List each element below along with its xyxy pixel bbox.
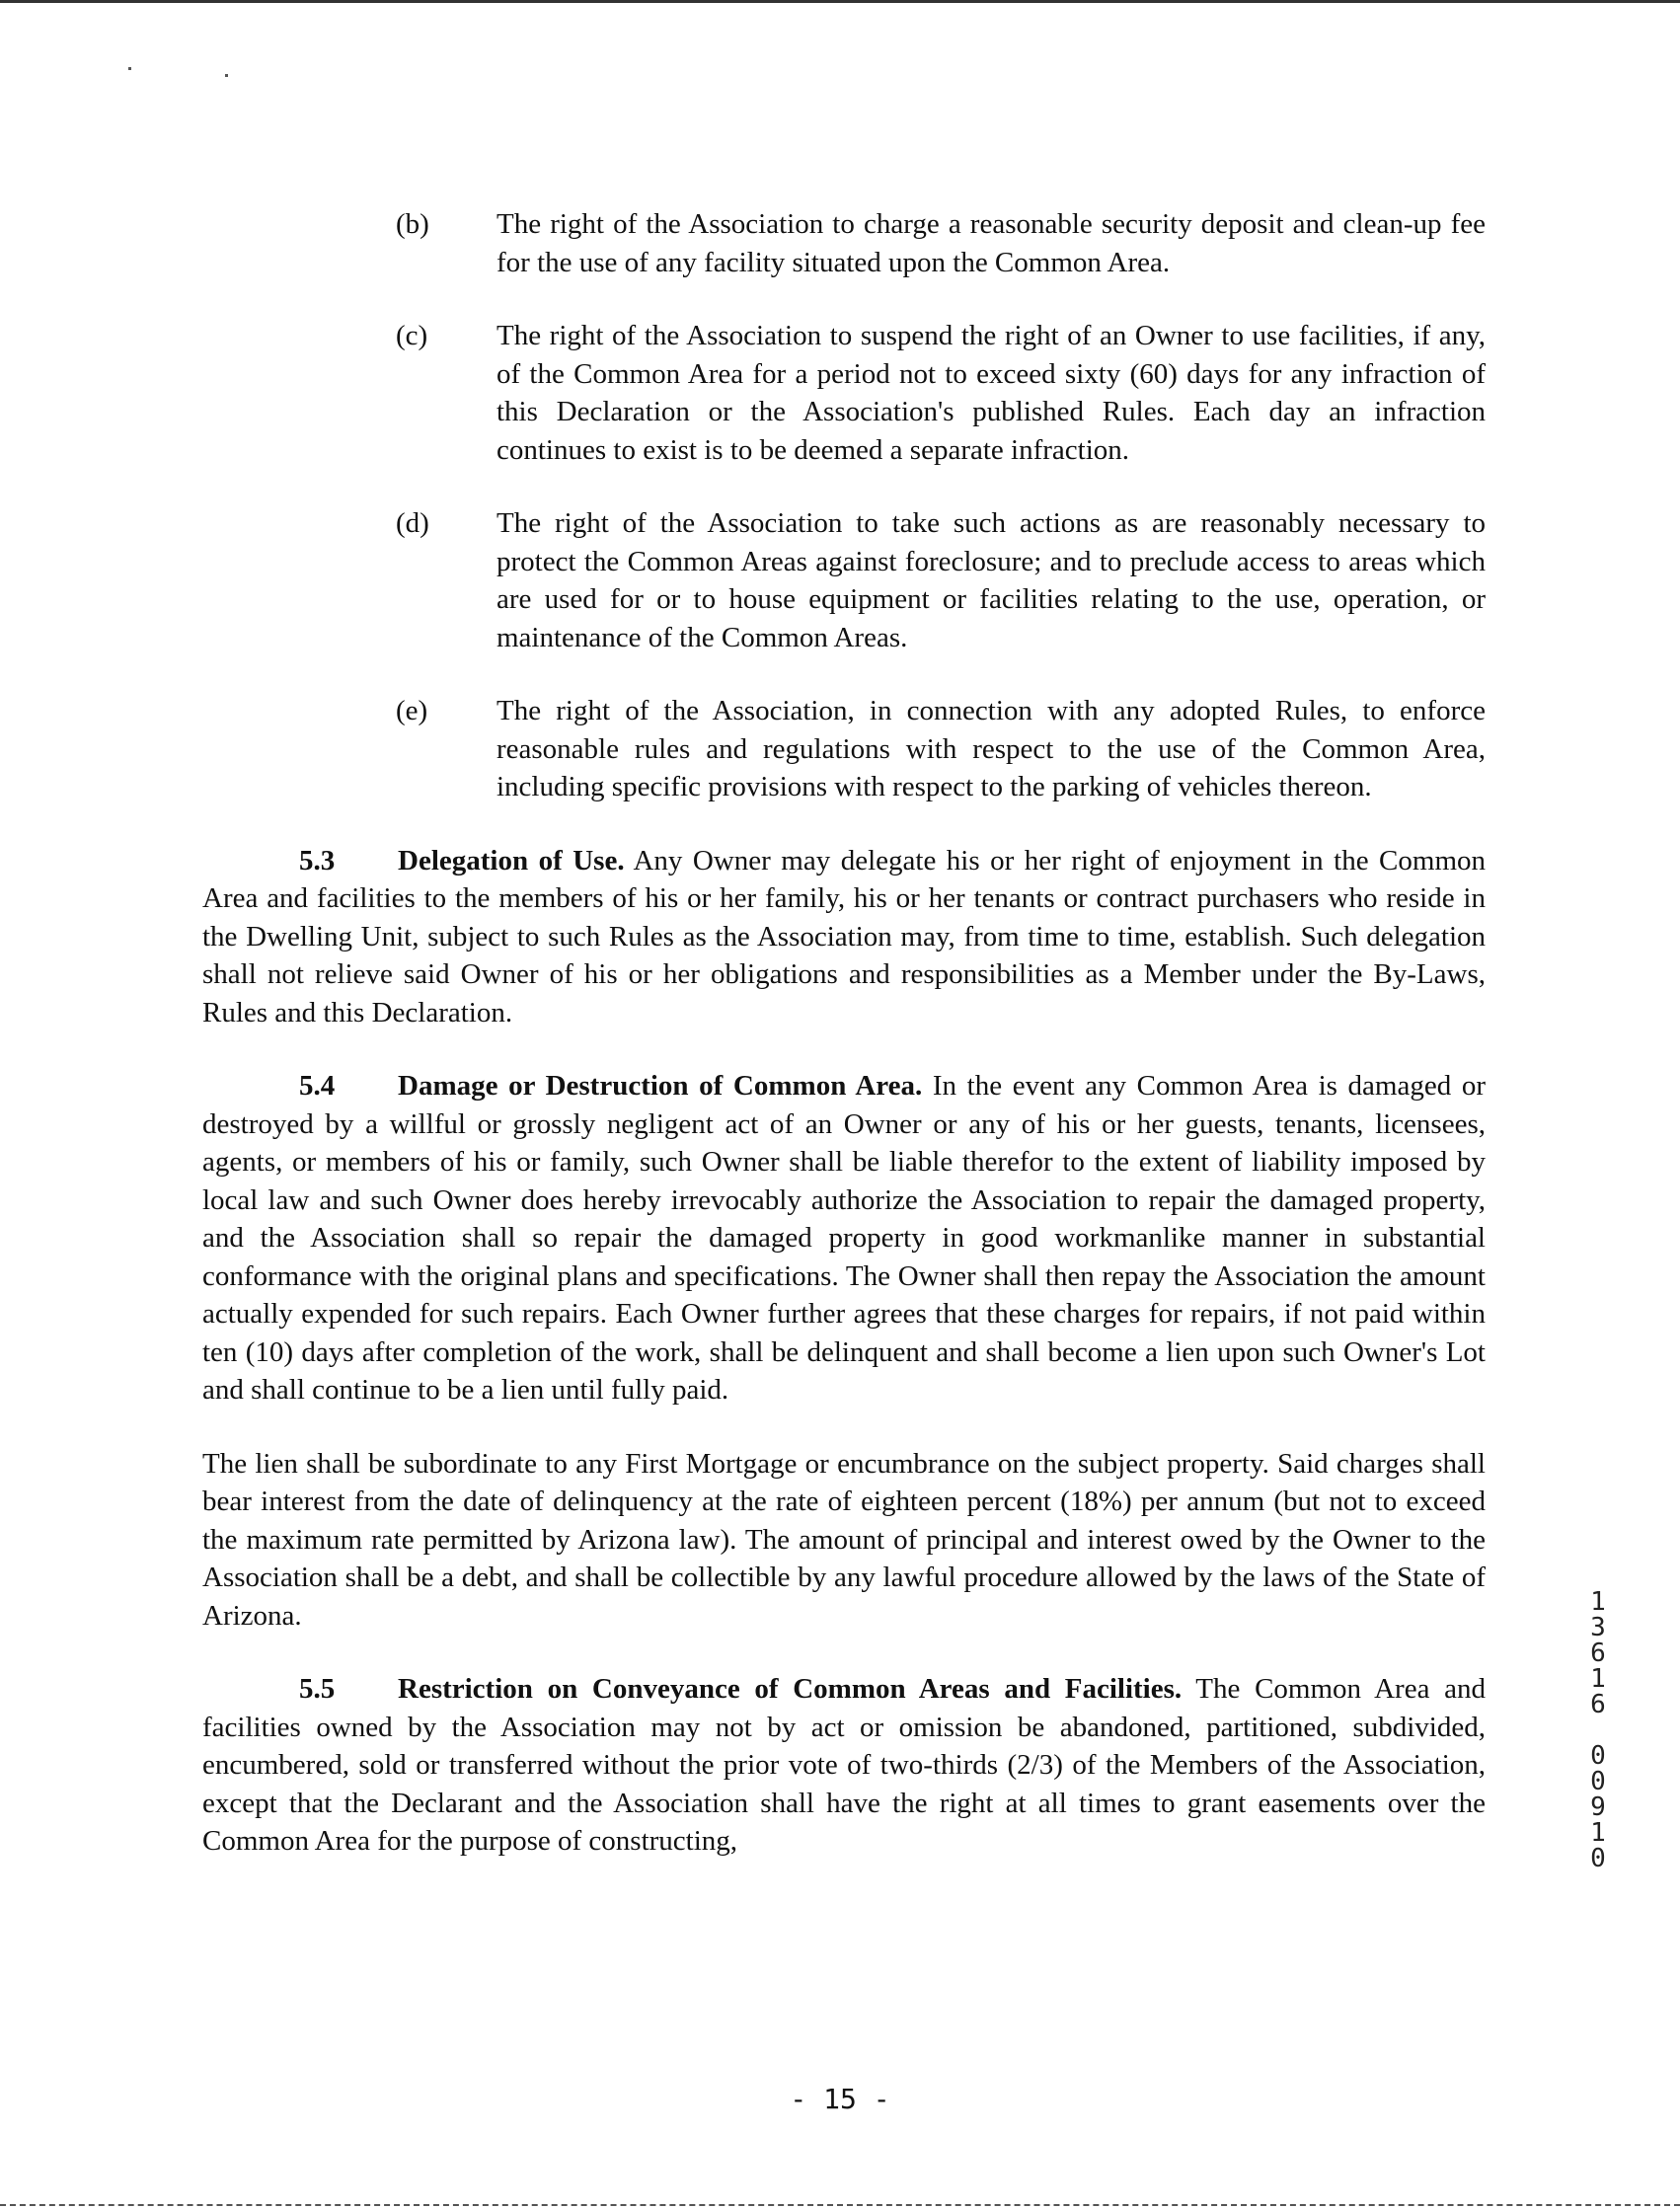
section-heading: Delegation of Use. (398, 844, 625, 876)
recording-digit: 1 (1590, 1664, 1606, 1694)
item-label: (b) (396, 208, 429, 240)
item-text: The right of the Association, in connection with any adopted Rules, to enforce reasonable rules and regulations with respect to the use of the Common Area, including specific provisions with respect to the parking of vehicles thereon. (496, 695, 1486, 802)
recording-digit: 1 (1590, 1818, 1606, 1848)
recording-digit: 0 (1590, 1741, 1606, 1771)
section-heading: Restriction on Conveyance of Common Areas and Facilities. (398, 1673, 1183, 1705)
section-5-4 (202, 1067, 1486, 1410)
scan-speck (225, 74, 228, 77)
recording-digit: 0 (1590, 1767, 1606, 1796)
page-number: - 15 - (790, 2083, 890, 2115)
item-text: The right of the Association to charge a reasonable security deposit and clean-up fee for the use of any facility situated upon the Common Area. (496, 208, 1486, 278)
section-text: In the event any Common Area is damaged or destroyed by a willful or grossly negligent act of an Owner or any of his or her guests, tenants, licensees, agents, or members of his or family, such Owner shall be liable therefor to the extent of liability imposed by local law and such Owner does hereby irrevocably authorize the Association to repair the damaged property, and the Association shall so repair the damaged property in good workmanlike manner in substantial conformance with the original plans and specifications. The Owner shall then repay the Association the amount actually expended for such repairs. Each Owner further agrees that these charges for repairs, if not paid within ten (10) days after completion of the work, shall be delinquent and shall become a lien upon such Owner's Lot and shall continue to be a lien until fully paid. (202, 1070, 1486, 1406)
list-item-e (202, 692, 1486, 806)
recording-gap (1583, 1717, 1613, 1743)
section-number: 5.3 (299, 844, 336, 876)
list-item-d (202, 504, 1486, 656)
section-number: 5.4 (299, 1070, 336, 1102)
recording-digit: 0 (1590, 1844, 1606, 1873)
section-text: Any Owner may delegate his or her right of enjoyment in the Common Area and facilities to the members of his or her family, his or her tenants or contract purchasers who reside in the Dwelling Unit, subject to such Rules as the Association may, from time to time, establish. Such delegation shall not relieve said Owner of his or her obligations and responsibilities as a Member under the By-Laws, Rules and this Declaration. (202, 844, 1487, 1029)
section-5-5 (202, 1670, 1486, 1861)
item-text: The right of the Association to suspend the right of an Owner to use facilities, if any, of the Common Area for a period not to exceed sixty (60) days for any infraction of this Declaration or the Association's published Rules. Each day an infraction continues to exist is to be deemed a separate infraction. (496, 320, 1486, 466)
section-5-3 (202, 842, 1486, 1032)
item-label: (e) (396, 695, 428, 726)
recording-digit: 1 (1590, 1587, 1606, 1617)
section-heading: Damage or Destruction of Common Area. (398, 1070, 923, 1102)
top-scan-rule (0, 0, 1680, 3)
document-body (202, 205, 1486, 1896)
item-text: The right of the Association to take such actions as are reasonably necessary to protect the Common Areas against foreclosure; and to preclude access to areas which are used for or to house equipment or facilities relating to the use, operation, or maintenance of the Common Areas. (496, 507, 1486, 653)
list-item-c (202, 317, 1486, 469)
scan-speck (128, 67, 131, 70)
item-label: (c) (396, 320, 428, 351)
recording-digit: 6 (1590, 1638, 1606, 1668)
section-number: 5.5 (299, 1673, 336, 1705)
list-item-b (202, 205, 1486, 281)
section-text: The Common Area and facilities owned by the Association may not by act or omission be abandoned, partitioned, subdivided, encumbered, sold or transferred without the prior vote of two-thirds (2/3) of the Members of the Association, except that the Declarant and the Association shall have the right at all times to grant easements over the Common Area for the purpose of constructing, (202, 1673, 1486, 1857)
item-label: (d) (396, 507, 429, 539)
recording-digit: 3 (1590, 1613, 1606, 1642)
recording-number (1583, 1589, 1613, 1871)
recording-digit: 6 (1590, 1690, 1606, 1719)
lien-paragraph: The lien shall be subordinate to any First Mortgage or encumbrance on the subject property. Said charges shall bear interest from the date of delinquency at the rate of eighteen percent (18%) per annum (but not to exceed the maximum rate permitted by Arizona law). The amount of principal and interest owed by the Owner to the Association shall be a debt, and shall be collectible by any lawful procedure allowed by the laws of the State of Arizona. (202, 1447, 1486, 1632)
recording-digit: 9 (1590, 1792, 1606, 1822)
bottom-scan-rule (0, 2204, 1680, 2208)
